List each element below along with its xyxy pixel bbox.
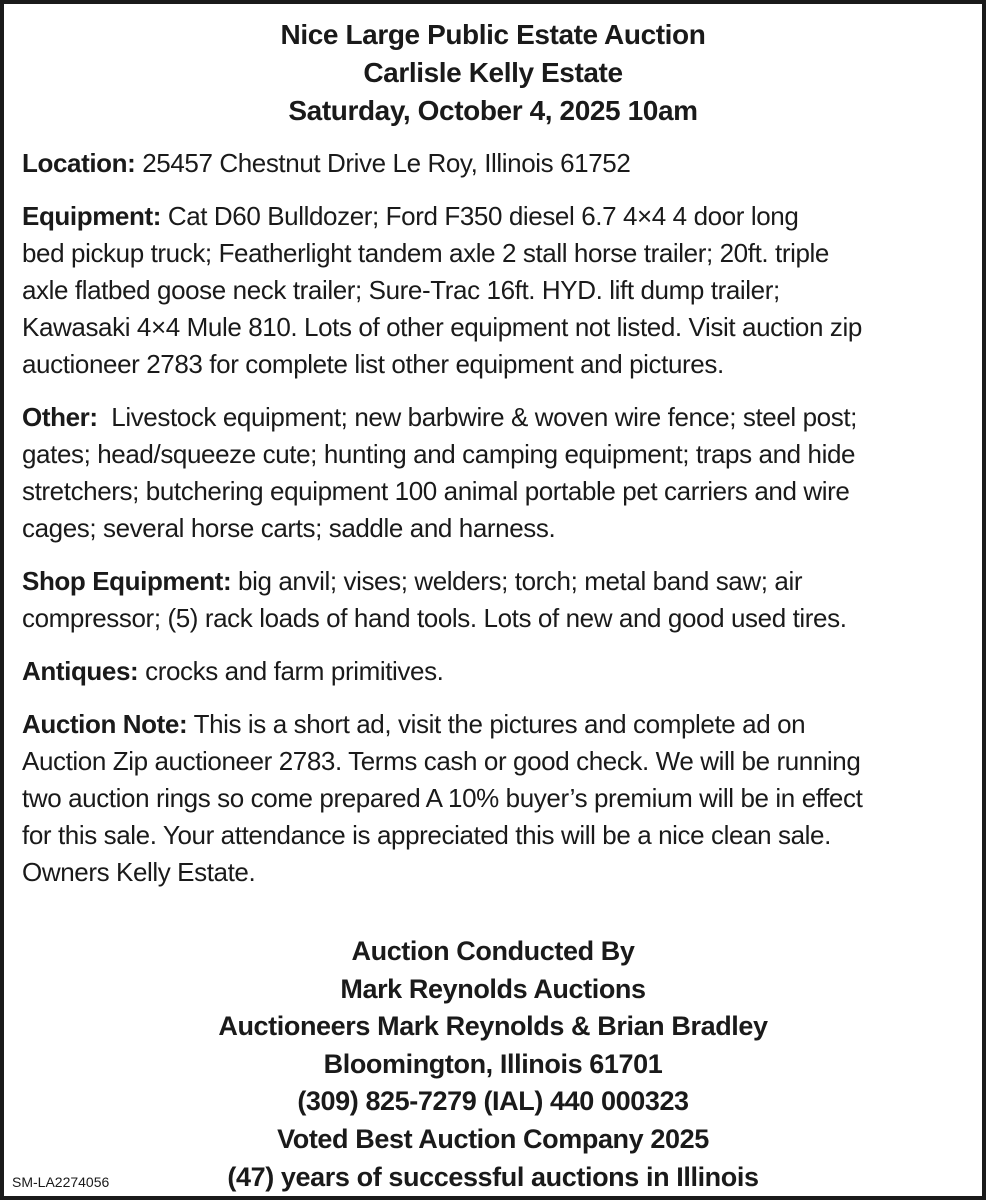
years-line: (47) years of successful auctions in Illinois bbox=[227, 1161, 759, 1192]
note-line-5: Owners Kelly Estate. bbox=[22, 857, 256, 887]
company-name: Mark Reynolds Auctions bbox=[340, 973, 646, 1004]
equipment-text-1: Cat D60 Bulldozer; Ford F350 diesel 6.7 4×4 4 door long bbox=[161, 201, 799, 231]
other-section bbox=[22, 399, 972, 547]
estate-name: Carlisle Kelly Estate bbox=[363, 57, 623, 88]
ad-body bbox=[22, 145, 972, 907]
equipment-line-1 bbox=[22, 198, 972, 235]
other-line-2: gates; head/squeeze cute; hunting and camping equipment; traps and hide bbox=[22, 439, 856, 469]
equipment-line-2: bed pickup truck; Featherlight tandem axle 2 stall horse trailer; 20ft. triple bbox=[22, 238, 829, 268]
location-label: Location: bbox=[22, 148, 136, 178]
shop-line-1 bbox=[22, 563, 972, 600]
note-text-1: This is a short ad, visit the pictures and complete ad on bbox=[187, 709, 806, 739]
shop-line-2: compressor; (5) rack loads of hand tools. Lots of new and good used tires. bbox=[22, 603, 847, 633]
equipment-line-3: axle flatbed goose neck trailer; Sure-Trac 16ft. HYD. lift dump trailer; bbox=[22, 275, 780, 305]
other-label: Other: bbox=[22, 402, 98, 432]
other-line-3: stretchers; butchering equipment 100 animal portable pet carriers and wire bbox=[22, 476, 850, 506]
antiques-label: Antiques: bbox=[22, 656, 139, 686]
auction-note-label: Auction Note: bbox=[22, 709, 188, 739]
other-line-4: cages; several horse carts; saddle and harness. bbox=[22, 513, 556, 543]
auction-note-section bbox=[22, 706, 972, 891]
ad-code: SM-LA2274056 bbox=[12, 1174, 110, 1190]
equipment-section bbox=[22, 198, 972, 383]
note-line-3: two auction rings so come prepared A 10% buyer’s premium will be in effect bbox=[22, 783, 863, 813]
shop-equipment-label: Shop Equipment: bbox=[22, 566, 232, 596]
other-text-1: Livestock equipment; new barbwire & woven wire fence; steel post; bbox=[97, 402, 857, 432]
ad-title: Nice Large Public Estate Auction bbox=[280, 19, 706, 50]
award-line: Voted Best Auction Company 2025 bbox=[277, 1123, 709, 1154]
conducted-by: Auction Conducted By bbox=[351, 936, 635, 966]
note-line-4: for this sale. Your attendance is appreciated this will be a nice clean sale. bbox=[22, 820, 831, 850]
ad-footer bbox=[4, 933, 982, 1196]
shop-text-1: big anvil; vises; welders; torch; metal band saw; air bbox=[231, 566, 803, 596]
location-section bbox=[22, 145, 972, 182]
company-phone: (309) 825-7279 (IAL) 440 000323 bbox=[297, 1086, 689, 1117]
equipment-line-4: Kawasaki 4×4 Mule 810. Lots of other equipment not listed. Visit auction zip bbox=[22, 312, 862, 342]
company-city: Bloomington, Illinois 61701 bbox=[323, 1048, 663, 1079]
note-line-1 bbox=[22, 706, 972, 743]
antiques-text: crocks and farm primitives. bbox=[138, 656, 444, 686]
equipment-label: Equipment: bbox=[22, 201, 161, 231]
shop-equipment-section bbox=[22, 563, 972, 637]
location-text: 25457 Chestnut Drive Le Roy, Illinois 61752 bbox=[135, 148, 631, 178]
auctioneer-names: Auctioneers Mark Reynolds & Brian Bradley bbox=[218, 1011, 768, 1042]
equipment-line-5: auctioneer 2783 for complete list other equipment and pictures. bbox=[22, 349, 724, 379]
note-line-2: Auction Zip auctioneer 2783. Terms cash or good check. We will be running bbox=[22, 746, 861, 776]
antiques-section bbox=[22, 653, 972, 690]
auction-date: Saturday, October 4, 2025 10am bbox=[288, 95, 698, 126]
other-line-1 bbox=[22, 399, 972, 436]
ad-header bbox=[4, 16, 982, 130]
